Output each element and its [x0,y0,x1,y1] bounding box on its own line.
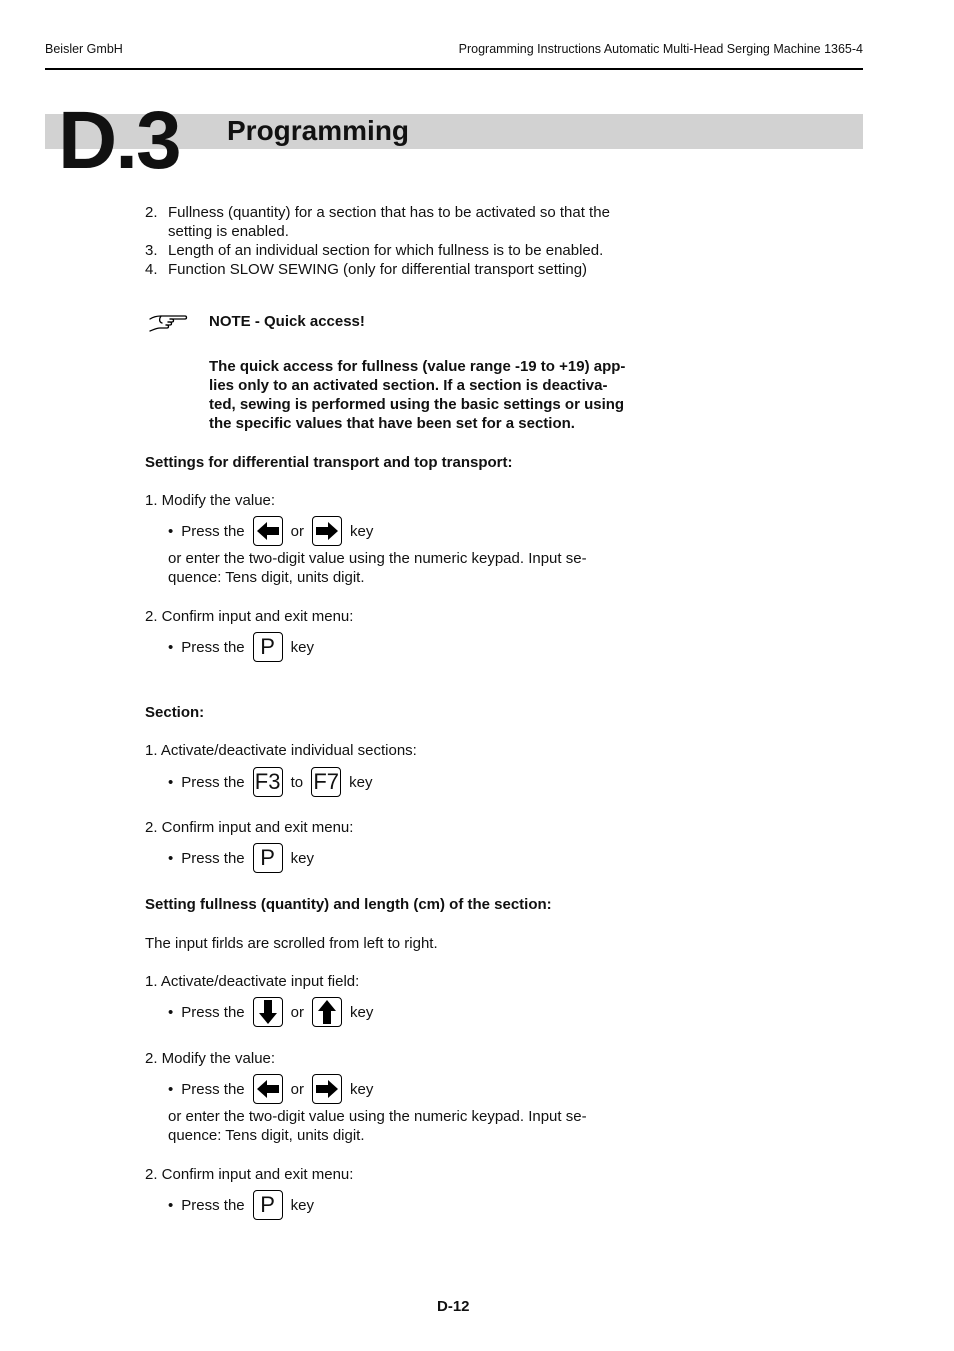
note-title: NOTE - Quick access! [209,313,365,330]
step-label: 2. Confirm input and exit menu: [145,819,354,836]
arrow-right-key-icon[interactable] [312,516,342,546]
instruction-row: • Press the F3 to F7 key [168,767,373,797]
arrow-left-key-icon[interactable] [253,1074,283,1104]
arrow-left-key-icon[interactable] [253,516,283,546]
note-line: lies only to an activated section. If a section is deactiva- [209,377,608,394]
keypad-hint: quence: Tens digit, units digit. [168,569,365,586]
note-line: the specific values that have been set for a section. [209,415,575,432]
step-label: 1. Activate/deactivate individual sections: [145,742,417,759]
instruction-row: • Press the P key [168,1190,314,1220]
arrow-down-key-icon[interactable] [253,997,283,1027]
chapter-number: D.3 [58,95,180,186]
note-line: The quick access for fullness (value range -19 to +19) app- [209,358,626,375]
f7-key[interactable]: F7 [311,767,341,797]
section-heading-section: Section: [145,704,205,721]
step-label: 2. Confirm input and exit menu: [145,1166,354,1183]
list-item: 4. Function SLOW SEWING (only for differential transport setting) [145,261,588,278]
header-rule [45,68,863,70]
p-key[interactable]: P [253,1190,283,1220]
page-number: D-12 [437,1298,470,1315]
arrow-right-key-icon[interactable] [312,1074,342,1104]
p-key[interactable]: P [253,843,283,873]
note-line: ted, sewing is performed using the basic settings or using [209,396,625,413]
list-item: 3. Length of an individual section for which fullness is to be enabled. [145,242,604,259]
instruction-row: • Press the or key [168,1074,373,1104]
section-heading-fullness: Setting fullness (quantity) and length (cm) of the section: [145,896,552,913]
f3-key[interactable]: F3 [253,767,283,797]
section-heading-differential: Settings for differential transport and top transport: [145,454,513,471]
step-label: 2. Confirm input and exit menu: [145,608,354,625]
step-label: 1. Modify the value: [145,492,276,509]
instruction-row: • Press the P key [168,632,314,662]
instruction-row: • Press the or key [168,516,373,546]
keypad-hint: or enter the two-digit value using the numeric keypad. Input se- [168,550,587,567]
arrow-up-key-icon[interactable] [312,997,342,1027]
list-item: 2. Fullness (quantity) for a section that has to be activated so that the [145,204,610,221]
instruction-row: • Press the P key [168,843,314,873]
keypad-hint: quence: Tens digit, units digit. [168,1127,365,1144]
keypad-hint: or enter the two-digit value using the numeric keypad. Input se- [168,1108,587,1125]
chapter-title: Programming [227,115,410,146]
header-document-title: Programming Instructions Automatic Multi-Head Serging Machine 1365-4 [458,42,863,56]
p-key[interactable]: P [253,632,283,662]
list-item-continuation: setting is enabled. [168,223,289,240]
step-label: 1. Activate/deactivate input field: [145,973,360,990]
paragraph: The input firlds are scrolled from left to right. [145,935,438,952]
pointing-hand-icon [148,311,188,339]
instruction-row: • Press the or key [168,997,373,1027]
step-label: 2. Modify the value: [145,1050,276,1067]
header-company: Beisler GmbH [45,42,123,56]
